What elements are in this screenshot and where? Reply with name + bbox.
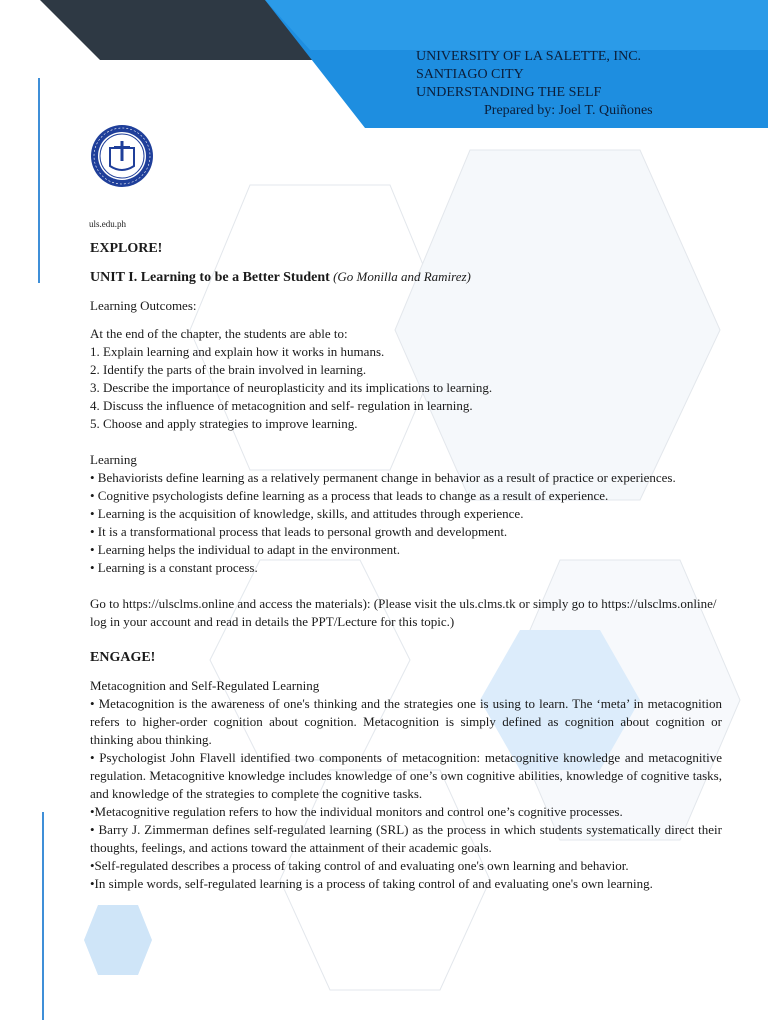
- list-item: • Cognitive psychologists define learning as a process that leads to change as a result of experience.: [90, 488, 609, 503]
- list-item: •Self-regulated describes a process of taking control of and evaluating one's own learning and behavior.: [90, 858, 629, 873]
- course-title: UNDERSTANDING THE SELF: [416, 85, 602, 100]
- outcomes-label: Learning Outcomes:: [90, 298, 197, 313]
- list-item: 2. Identify the parts of the brain involved in learning.: [90, 362, 367, 377]
- unit-title: UNIT I. Learning to be a Better Student: [90, 270, 330, 285]
- explore-heading: EXPLORE!: [90, 241, 163, 256]
- prepared-by: Prepared by: Joel T. Quiñones: [484, 103, 653, 118]
- access-note: Go to https://ulsclms.online and access the materials): (Please visit the uls.clms.tk or simply go to https://ulsclms.online/ log in your account and read in details the PPT/Lecture for this topic.): [90, 596, 717, 629]
- engage-heading: ENGAGE!: [90, 650, 156, 665]
- institution-name: UNIVERSITY OF LA SALETTE, INC.: [416, 49, 642, 64]
- list-item: •Metacognitive regulation refers to how the individual monitors and control one’s cognitive processes.: [90, 804, 623, 819]
- list-item: • Behaviorists define learning as a relatively permanent change in behavior as a result of practice or experiences.: [90, 470, 676, 485]
- list-item: • Learning is a constant process.: [90, 560, 258, 575]
- list-item: • Learning helps the individual to adapt in the environment.: [90, 542, 400, 557]
- list-item: 5. Choose and apply strategies to improve learning.: [90, 416, 358, 431]
- university-seal-logo: [90, 124, 154, 188]
- list-item: 1. Explain learning and explain how it works in humans.: [90, 344, 385, 359]
- learning-points: [90, 469, 722, 577]
- list-item: 4. Discuss the influence of metacognition and self- regulation in learning.: [90, 398, 473, 413]
- unit-title-line: [90, 268, 722, 287]
- unit-authors: (Go Monilla and Ramirez): [333, 269, 471, 284]
- header-block: [416, 48, 653, 120]
- list-item: • It is a transformational process that leads to personal growth and development.: [90, 524, 508, 539]
- outcomes-intro: At the end of the chapter, the students are able to:: [90, 326, 348, 341]
- outcomes-list: [90, 343, 722, 433]
- engage-points: [90, 695, 722, 893]
- list-item: • Psychologist John Flavell identified two components of metacognition: metacognitive knowledge and metacognitive regulation. Metacognitive knowledge includes knowledge of one’s own cognitive abilities, knowledge of cognitive tasks, and knowledge of the strategies to complete the cognitive tasks.: [90, 750, 722, 801]
- list-item: • Metacognition is the awareness of one's thinking and the strategies one is using to learn. The ‘meta’ in metacognition refers to higher-order cognition about cognition. Metacognition is simply defined as cognition about cognition or thinking abou thinking.: [90, 696, 722, 747]
- learning-label: Learning: [90, 452, 137, 467]
- list-item: 3. Describe the importance of neuroplasticity and its implications to learning.: [90, 380, 493, 395]
- list-item: •In simple words, self-regulated learning is a process of taking control of and evaluating one's own learning.: [90, 876, 653, 891]
- main-content: [90, 240, 722, 893]
- website-label: uls.edu.ph: [89, 219, 126, 229]
- list-item: • Learning is the acquisition of knowledge, skills, and attitudes through experience.: [90, 506, 524, 521]
- city-name: SANTIAGO CITY: [416, 67, 524, 82]
- list-item: • Barry J. Zimmerman defines self-regulated learning (SRL) as the process in which students systematically direct their thoughts, feelings, and actions toward the attainment of their academic goals.: [90, 822, 722, 855]
- engage-topic: Metacognition and Self-Regulated Learning: [90, 678, 320, 693]
